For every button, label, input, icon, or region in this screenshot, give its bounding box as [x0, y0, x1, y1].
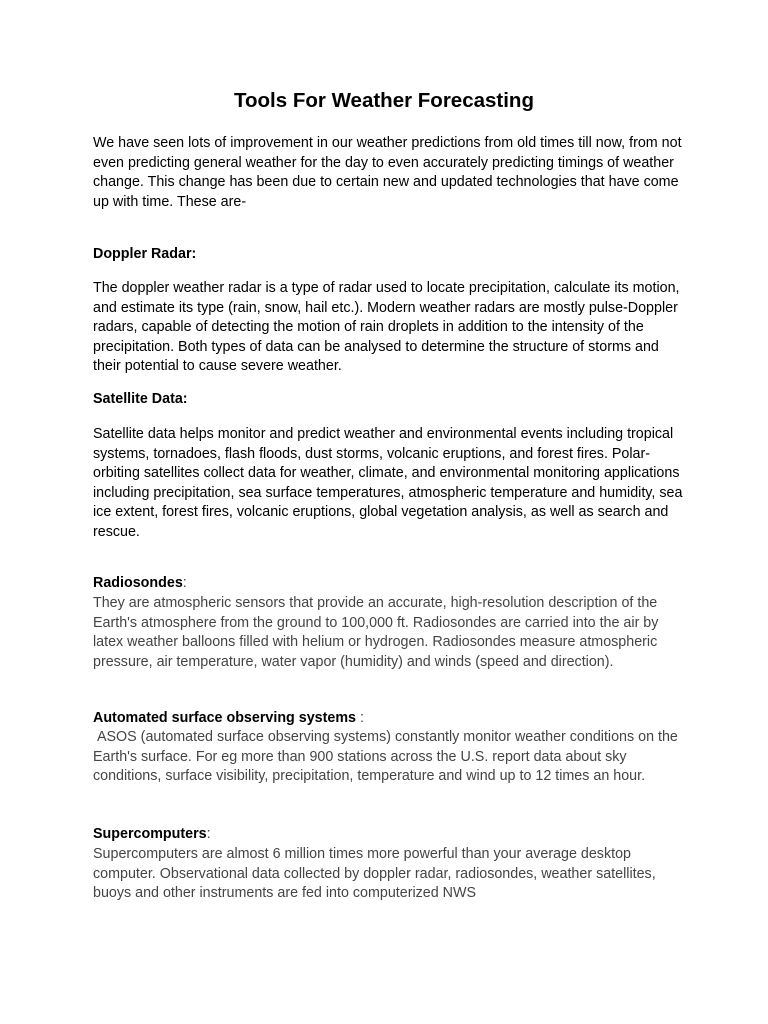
asos-paragraph: ASOS (automated surface observing systems) constantly monitor weather conditions on the Earth's surface. For eg more than 900 stations across the U.S. report data about sky conditions, surface visibility, precipitation, temperature and wind up to 12 times an hour. — [93, 729, 682, 784]
doppler-radar-heading: Doppler Radar: — [93, 246, 197, 262]
radiosondes-paragraph: They are atmospheric sensors that provide an accurate, high-resolution description of the Earth's atmosphere from the ground to 100,000 ft. Radiosondes are carried into the air by latex weather balloons filled with helium or hydrogen. Radiosondes measure atmospheric pressure, air temperature, water vapor (humidity) and winds (speed and direction). — [93, 595, 659, 670]
radiosondes-heading-colon: : — [182, 575, 187, 591]
supercomputers-paragraph: Supercomputers are almost 6 million times more powerful than your average desktop computer. Observational data collected by doppler radar, radiosondes, weather satellites, buoys and other instruments are fed into computerized NWS — [93, 846, 656, 901]
document-title: Tools For Weather Forecasting — [234, 89, 534, 112]
intro-paragraph: We have seen lots of improvement in our weather predictions from old times till now, from not even predicting general weather for the day to even accurately predicting timings of weather change. This change has been due to certain new and updated technologies that have come up with time. These are- — [93, 135, 682, 210]
asos-heading-text: Automated surface observing systems — [93, 710, 356, 726]
supercomputers-heading — [93, 825, 211, 845]
doppler-radar-paragraph: The doppler weather radar is a type of radar used to locate precipitation, calculate its motion, and estimate its type (rain, snow, hail etc.). Modern weather radars are mostly pulse-Doppler radars, capable of detecting the motion of rain droplets in addition to the intensity of the precipitation. Both types of data can be analysed to determine the structure of storms and their potential to cause severe weather. — [93, 280, 680, 374]
supercomputers-heading-text: Supercomputers — [93, 826, 207, 842]
supercomputers-heading-colon: : — [206, 826, 211, 842]
radiosondes-heading-text: Radiosondes — [93, 575, 183, 591]
asos-heading — [93, 709, 364, 729]
asos-heading-colon: : — [356, 710, 364, 726]
satellite-data-heading: Satellite Data: — [93, 391, 188, 407]
radiosondes-heading — [93, 574, 187, 594]
satellite-data-paragraph: Satellite data helps monitor and predict weather and environmental events including tropical systems, tornadoes, flash floods, dust storms, volcanic eruptions, and forest fires. Polar-orbiting satellites collect data for weather, climate, and environmental monitoring applications including precipitation, sea surface temperatures, atmospheric temperature and humidity, sea ice extent, forest fires, volcanic eruptions, global vegetation analysis, as well as search and rescue. — [93, 426, 683, 540]
